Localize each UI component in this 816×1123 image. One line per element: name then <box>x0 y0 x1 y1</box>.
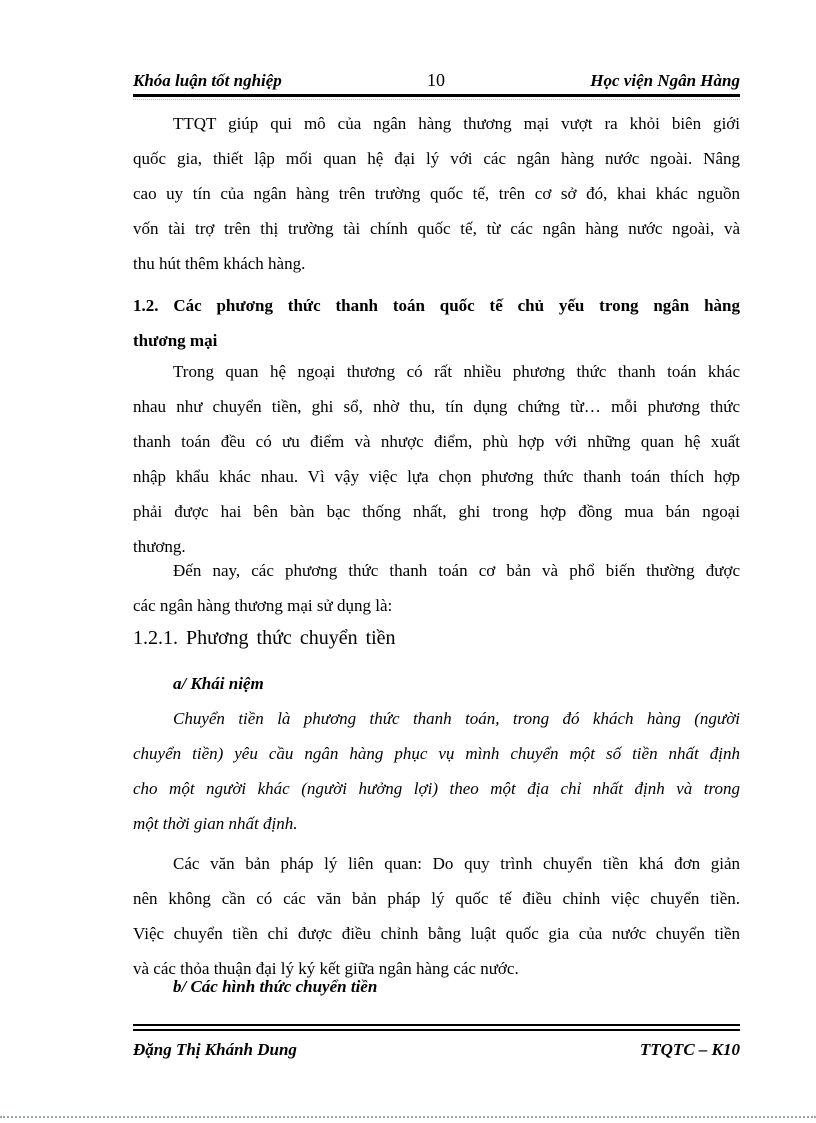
text-line: một thời gian nhất định. <box>133 814 298 833</box>
paragraph-transfer-definition <box>133 701 740 841</box>
text-line: thương mại <box>133 331 218 350</box>
text-line: Chuyển tiền là phương thức thanh toán, trong đó khách hàng (người <box>173 709 740 728</box>
text-line: quốc gia, thiết lập mối quan hệ đại lý với các ngân hàng nước ngoài. Nâng <box>133 149 740 168</box>
text-line: thương. <box>133 537 186 556</box>
text-line: vốn tài trợ trên thị trường tài chính quốc tế, từ các ngân hàng nước ngoài, và <box>133 219 740 238</box>
paragraph-methods-overview <box>133 354 740 564</box>
text-line: và các thỏa thuận đại lý ký kết giữa ngân hàng các nước. <box>133 959 519 978</box>
text-line: Các văn bản pháp lý liên quan: Do quy trình chuyển tiền khá đơn giản <box>173 854 740 873</box>
text-line: thanh toán đều có ưu điểm và nhược điểm, phù hợp với những quan hệ xuất <box>133 432 740 451</box>
header-institution-name: Học viện Ngân Hàng <box>590 71 740 90</box>
text-line: chuyển tiền) yêu cầu ngân hàng phục vụ mình chuyển một số tiền nhất định <box>133 744 740 763</box>
page-header <box>133 67 740 94</box>
header-rule <box>133 94 740 97</box>
page-footer <box>133 1036 740 1064</box>
text-line: TTQT giúp qui mô của ngân hàng thương mại vượt ra khỏi biên giới <box>173 114 740 133</box>
page-boundary-dots <box>0 1116 816 1118</box>
text-line: nhập khẩu khác nhau. Vì vậy việc lựa chọn phương thức thanh toán thích hợp <box>133 467 740 486</box>
text-line: nhau như chuyển tiền, ghi sổ, nhờ thu, tín dụng chứng từ… mỗi phương thức <box>133 397 740 416</box>
text-line: phải được hai bên bàn bạc thống nhất, ghi trong hợp đồng mua bán ngoại <box>133 502 740 521</box>
text-line: Đến nay, các phương thức thanh toán cơ bản và phổ biến thường được <box>173 561 740 580</box>
heading-1-2-payment-methods <box>133 288 740 358</box>
header-page-number: 10 <box>427 70 446 90</box>
heading-1-2-1-money-transfer: 1.2.1. Phương thức chuyển tiền <box>133 627 396 649</box>
header-document-title: Khóa luận tốt nghiệp <box>133 71 282 90</box>
text-line: cao uy tín của ngân hàng trên trường quốc tế, trên cơ sở đó, khai khác nguồn <box>133 184 740 203</box>
footer-author-name: Đặng Thị Khánh Dung <box>133 1040 297 1059</box>
footer-class-code: TTQTC – K10 <box>639 1040 740 1059</box>
text-line: Việc chuyển tiền chỉ được điều chỉnh bằng luật quốc gia của nước chuyển tiền <box>133 924 740 943</box>
footer-rule <box>133 1024 740 1031</box>
paragraph-legal-documents <box>133 846 740 986</box>
text-line: Trong quan hệ ngoại thương có rất nhiều phương thức thanh toán khác <box>173 362 740 381</box>
paragraph-common-methods-intro <box>133 553 740 623</box>
text-line: 1.2. Các phương thức thanh toán quốc tế chủ yếu trong ngân hàng <box>133 296 740 315</box>
paragraph-ttqt-benefits <box>133 106 740 281</box>
heading-b-transfer-forms: b/ Các hình thức chuyển tiền <box>173 977 378 996</box>
text-line: các ngân hàng thương mại sử dụng là: <box>133 596 393 615</box>
text-line: cho một người khác (người hưởng lợi) theo một địa chỉ nhất định và trong <box>133 779 740 798</box>
text-line: nên không cần có các văn bản pháp lý quốc tế điều chỉnh việc chuyển tiền. <box>133 889 740 908</box>
text-line: thu hút thêm khách hàng. <box>133 254 306 273</box>
heading-a-definition: a/ Khái niệm <box>173 674 264 693</box>
